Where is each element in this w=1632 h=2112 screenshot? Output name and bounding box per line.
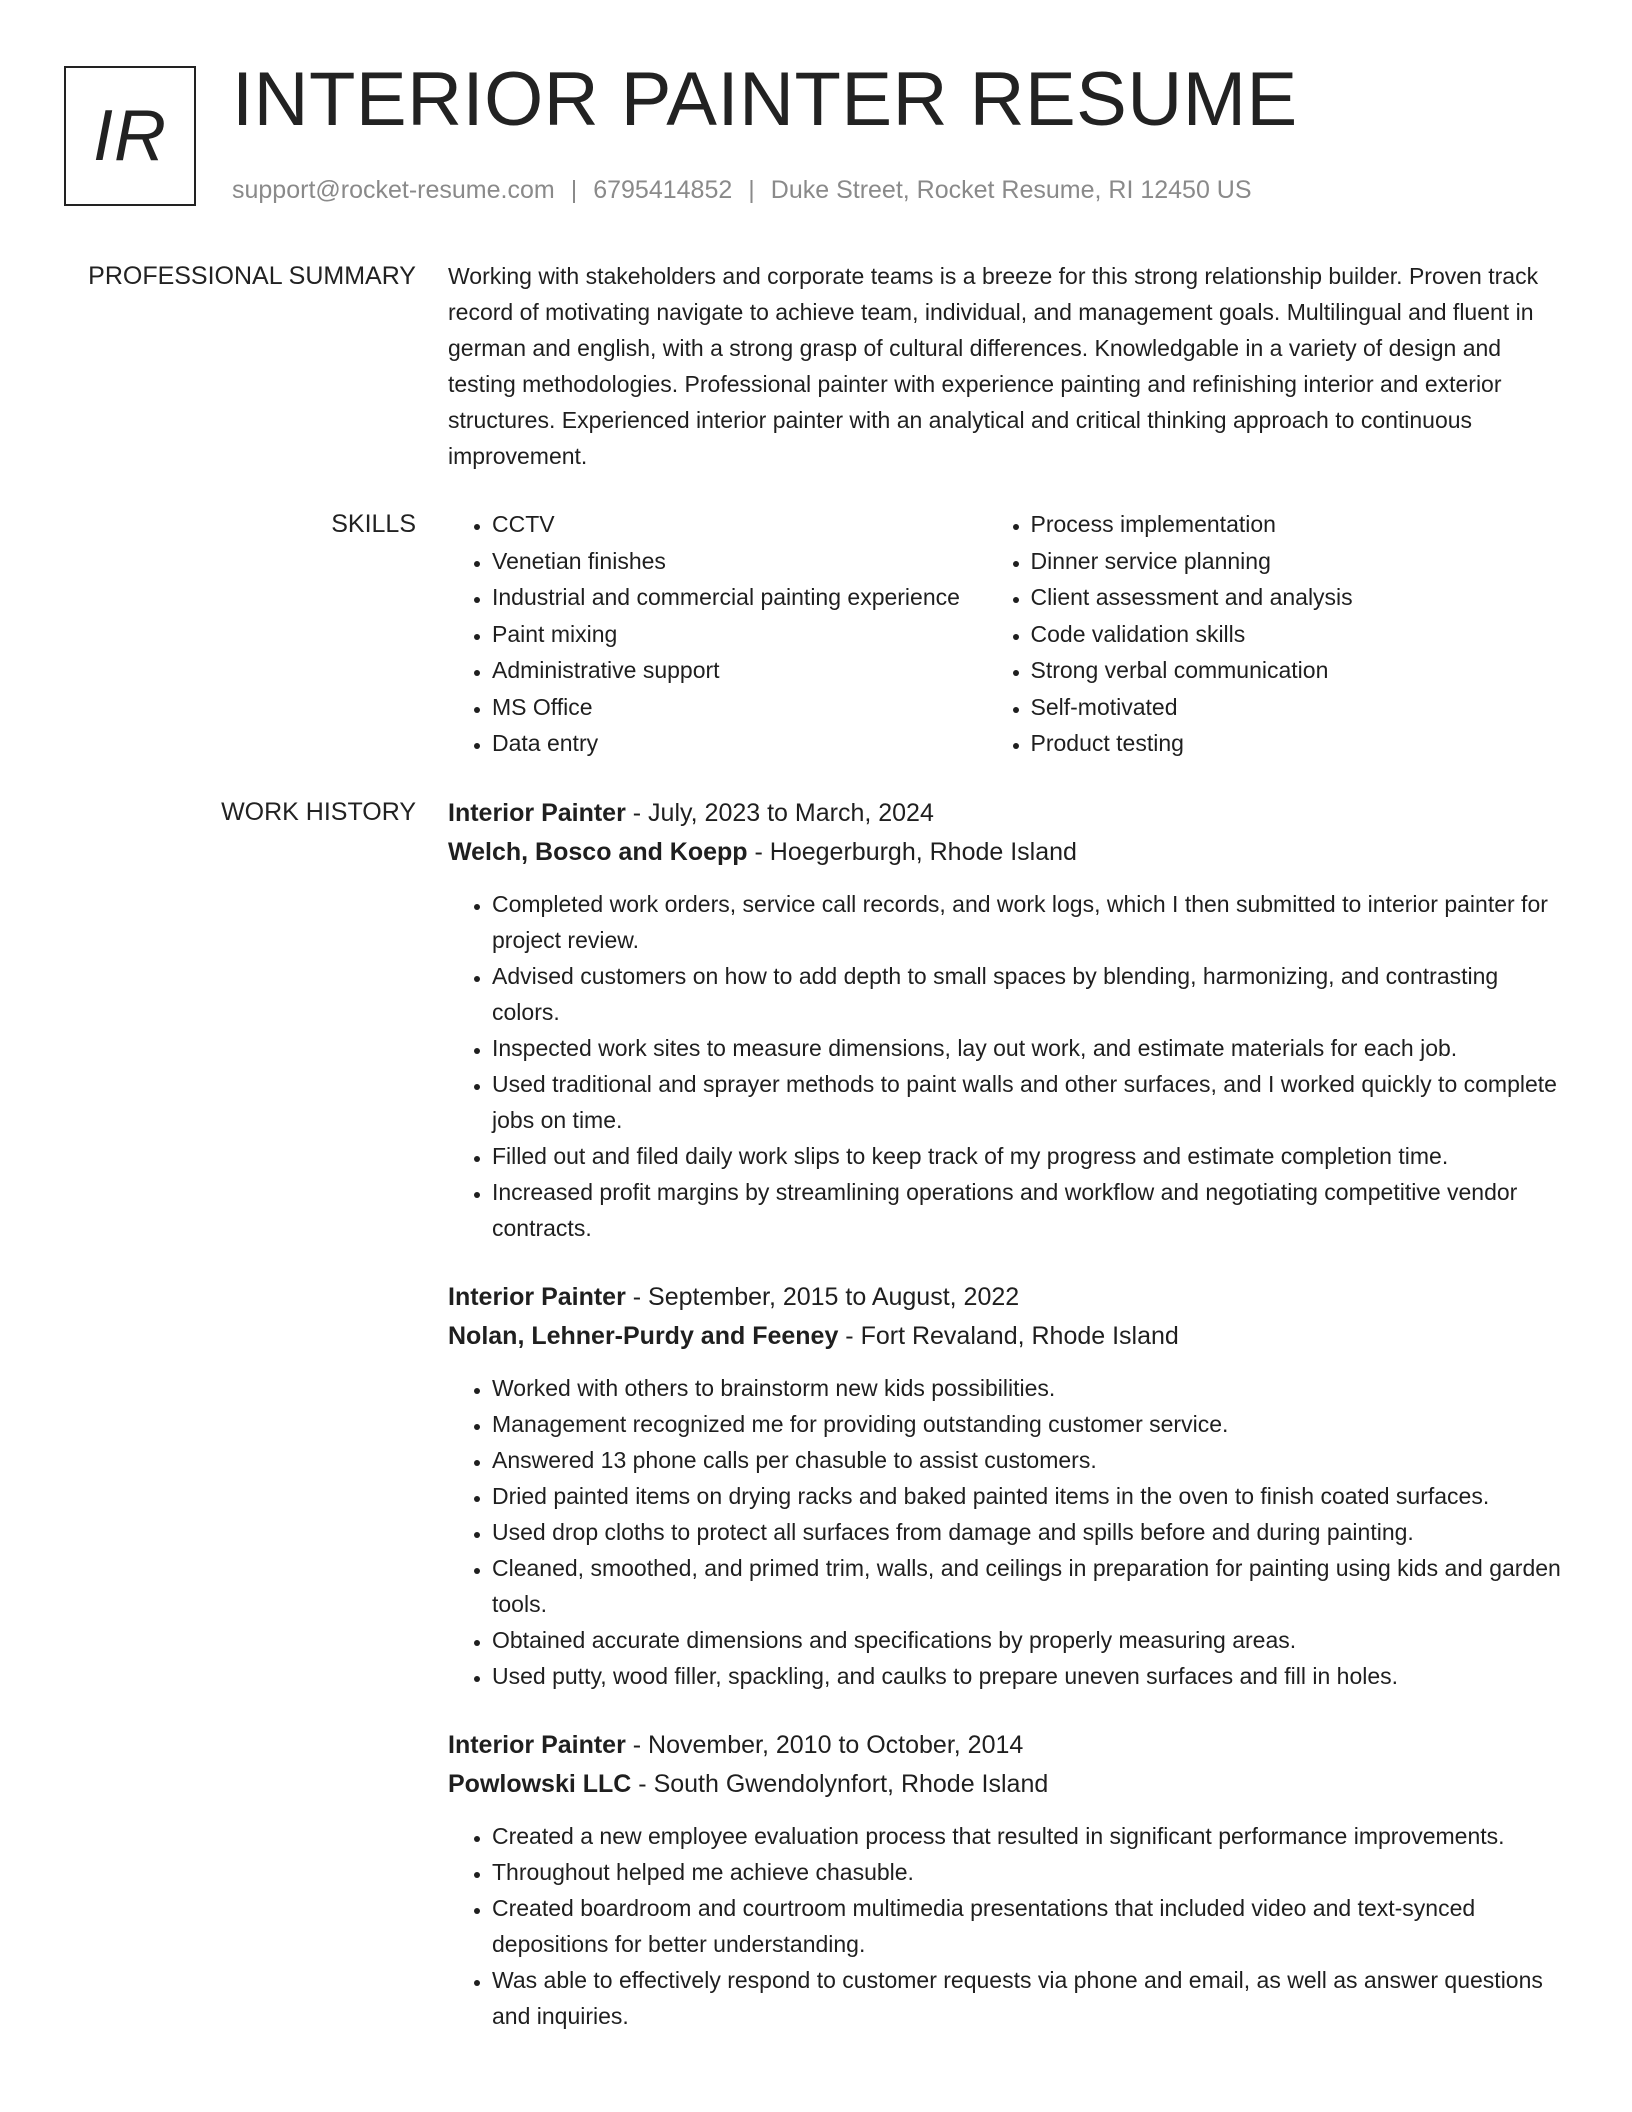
skills-list-right — [987, 506, 1569, 762]
job-bullet: • Management recognized me for providing outstanding customer service. — [492, 1406, 1568, 1442]
job-bullet: • Used putty, wood filler, spackling, and caulks to prepare uneven surfaces and fill in holes. — [492, 1658, 1568, 1694]
job-bullets — [448, 1370, 1568, 1694]
section-label: PROFESSIONAL SUMMARY — [88, 262, 416, 290]
contact-separator: | — [748, 176, 755, 204]
job-bullet: • Created a new employee evaluation process that resulted in significant performance improvements. — [492, 1818, 1568, 1854]
summary-text: Working with stakeholders and corporate teams is a breeze for this strong relationship builder. Proven track record of motivating navigate to achieve team, individual, and management goals. Multilingual and fluent in german and english, with a strong grasp of cultural differences. Knowledgable in a variety of design and testing methodologies. Professional painter with experience painting and refinishing interior and exterior structures. Experienced interior painter with an analytical and critical thinking approach to continuous improvement. — [448, 263, 1539, 469]
job-company-line — [448, 833, 1568, 872]
job-title-line — [448, 1726, 1568, 1765]
job-company-line — [448, 1317, 1568, 1356]
job-company: Nolan, Lehner-Purdy and Feeney — [448, 1322, 839, 1350]
job-bullet: • Completed work orders, service call records, and work logs, which I then submitted to interior painter for project review. — [492, 886, 1568, 958]
section-label: WORK HISTORY — [221, 798, 416, 826]
job-bullet: • Used drop cloths to protect all surfaces from damage and spills before and during painting. — [492, 1514, 1568, 1550]
summary-body — [448, 258, 1568, 474]
monogram-logo: IR — [64, 66, 196, 206]
job-bullet: • Advised customers on how to add depth to small spaces by blending, harmonizing, and contrasting colors. — [492, 958, 1568, 1030]
job-title: Interior Painter — [448, 1731, 626, 1759]
job-bullet: • Filled out and filed daily work slips to keep track of my progress and estimate completion time. — [492, 1138, 1568, 1174]
job-entry — [448, 1726, 1568, 2034]
job-bullets — [448, 886, 1568, 1246]
job-bullet: • Created boardroom and courtroom multimedia presentations that included video and text-synced depositions for better understanding. — [492, 1890, 1568, 1962]
job-company: Powlowski LLC — [448, 1770, 632, 1798]
skill-item: • Self-motivated — [1031, 689, 1569, 726]
job-dates: - November, 2010 to October, 2014 — [625, 1731, 1024, 1759]
job-bullets — [448, 1818, 1568, 2034]
job-bullet: • Cleaned, smoothed, and primed trim, walls, and ceilings in preparation for painting using kids and garden tools. — [492, 1550, 1568, 1622]
skill-item: • Data entry — [492, 725, 987, 762]
skills-list-left — [448, 506, 987, 762]
job-company: Welch, Bosco and Koepp — [448, 838, 748, 866]
job-entry — [448, 1278, 1568, 1694]
job-bullet: • Inspected work sites to measure dimensions, lay out work, and estimate materials for each job. — [492, 1030, 1568, 1066]
contact-address: Duke Street, Rocket Resume, RI 12450 US — [770, 176, 1252, 204]
job-bullet: • Obtained accurate dimensions and specifications by properly measuring areas. — [492, 1622, 1568, 1658]
job-bullet: • Dried painted items on drying racks and baked painted items in the oven to finish coated surfaces. — [492, 1478, 1568, 1514]
job-company-line — [448, 1765, 1568, 1804]
skill-item: • Paint mixing — [492, 616, 987, 653]
job-bullet: • Was able to effectively respond to customer requests via phone and email, as well as answer questions and inquiries. — [492, 1962, 1568, 2034]
job-entry — [448, 794, 1568, 1246]
skill-item: • Code validation skills — [1031, 616, 1569, 653]
skill-item: • CCTV — [492, 506, 987, 543]
job-location: - South Gwendolynfort, Rhode Island — [631, 1770, 1049, 1798]
job-title-line — [448, 1278, 1568, 1317]
skill-item: • Dinner service planning — [1031, 543, 1569, 580]
job-title: Interior Painter — [448, 799, 626, 827]
job-title-line — [448, 794, 1568, 833]
skill-item: • Process implementation — [1031, 506, 1569, 543]
job-bullet: • Worked with others to brainstorm new kids possibilities. — [492, 1370, 1568, 1406]
skill-item: • Administrative support — [492, 652, 987, 689]
skills-body — [448, 506, 1568, 762]
job-bullet: • Answered 13 phone calls per chasuble to assist customers. — [492, 1442, 1568, 1478]
skill-item: • Client assessment and analysis — [1031, 579, 1569, 616]
section-label: SKILLS — [331, 510, 416, 538]
work-body — [448, 794, 1568, 2066]
skill-item: • Product testing — [1031, 725, 1569, 762]
job-location: - Fort Revaland, Rhode Island — [838, 1322, 1179, 1350]
job-dates: - July, 2023 to March, 2024 — [625, 799, 934, 827]
contact-separator: | — [570, 176, 578, 204]
skill-item: • MS Office — [492, 689, 987, 726]
job-title: Interior Painter — [448, 1283, 626, 1311]
skill-item: • Industrial and commercial painting experience — [492, 579, 987, 616]
skill-item: • Strong verbal communication — [1031, 652, 1569, 689]
contact-phone[interactable]: 6795414852 — [593, 176, 733, 204]
job-location: - Hoegerburgh, Rhode Island — [747, 838, 1077, 866]
contact-line — [232, 176, 1252, 205]
job-bullet: • Throughout helped me achieve chasuble. — [492, 1854, 1568, 1890]
page-title: INTERIOR PAINTER RESUME — [232, 57, 1298, 142]
job-bullet: • Increased profit margins by streamlining operations and workflow and negotiating competitive vendor contracts. — [492, 1174, 1568, 1246]
contact-email[interactable]: support@rocket-resume.com — [232, 176, 555, 204]
job-dates: - September, 2015 to August, 2022 — [625, 1283, 1020, 1311]
job-bullet: • Used traditional and sprayer methods to paint walls and other surfaces, and I worked quickly to complete jobs on time. — [492, 1066, 1568, 1138]
skill-item: • Venetian finishes — [492, 543, 987, 580]
